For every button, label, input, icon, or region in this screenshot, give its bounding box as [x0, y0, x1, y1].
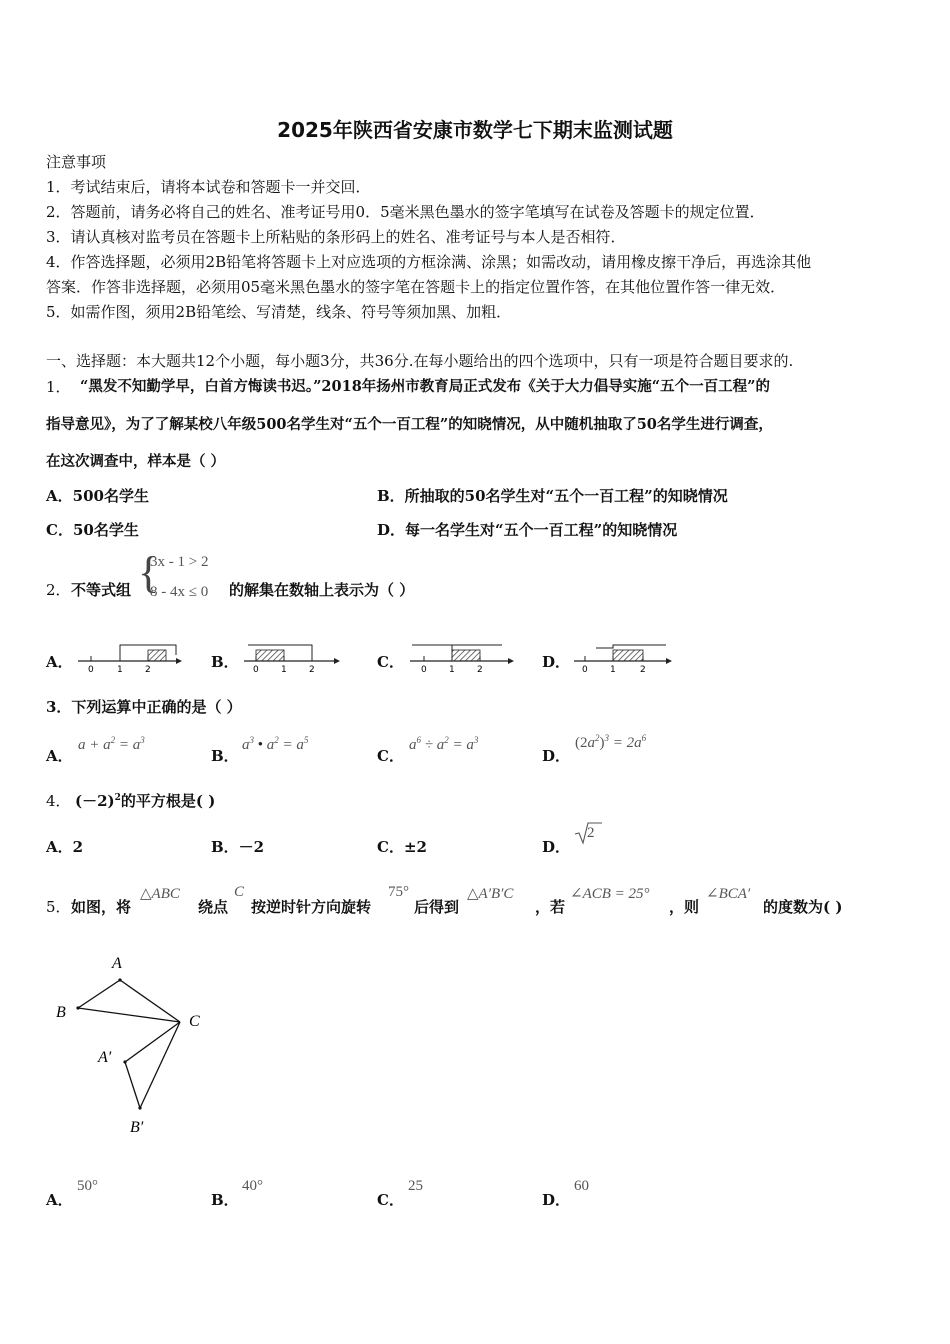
q1-number: 1． — [46, 378, 71, 396]
tick-label: 1 — [610, 665, 616, 675]
q2-option-c[interactable]: C． — [377, 653, 404, 671]
q1-option-b[interactable]: B．所抽取的50名学生对“五个一百工程”的知晓情况 — [377, 487, 728, 505]
tick-label: 0 — [582, 665, 588, 675]
tick-label: 2 — [477, 665, 483, 675]
rotation-figure — [40, 940, 240, 1140]
q4-number: 4． — [46, 792, 71, 810]
q2-prefix: 不等式组 — [71, 581, 132, 599]
number-line-c — [410, 645, 514, 675]
q5-text-2: 绕点 — [198, 898, 229, 916]
q3-option-d[interactable]: D． — [542, 747, 571, 765]
q5-math-angle-acb: ∠ACB = 25° — [570, 886, 650, 902]
q4-option-c[interactable]: C．±2 — [377, 838, 427, 856]
q5-text-7: 的度数为( ) — [763, 898, 843, 916]
notice-item-1: 1．考试结束后，请将本试卷和答题卡一并交回． — [46, 178, 371, 196]
q4-sqrt-radicand: 2 — [587, 825, 595, 841]
q5-math-triangle-abc: △ABC — [140, 886, 180, 902]
q2-suffix: 的解集在数轴上表示为（ ） — [229, 581, 415, 599]
tick-label: 1 — [281, 665, 287, 675]
number-line-d — [574, 645, 672, 675]
q5-option-c[interactable]: C． — [377, 1191, 404, 1209]
q5-text-5: ，若 — [535, 898, 566, 916]
tick-label: 2 — [309, 665, 315, 675]
label-b-prime: B′ — [130, 1119, 144, 1136]
q2-option-d[interactable]: D． — [542, 653, 571, 671]
q2-number: 2． — [46, 581, 71, 599]
notice-item-2: 2．答题前，请务必将自己的姓名、准考证号用0．5毫米黑色墨水的签字笔填写在试卷及答题卡的规定位置． — [46, 203, 765, 221]
q5-value-d: 60 — [574, 1178, 589, 1194]
q2-inequality-1: 3x - 1 > 2 — [150, 554, 209, 570]
label-a: A — [112, 955, 122, 972]
q5-text-1: 如图，将 — [71, 898, 132, 916]
q5-value-b: 40° — [242, 1178, 263, 1194]
q4-option-a[interactable]: A．2 — [46, 838, 84, 856]
q3-expr-b: $a^3$ • $a^2 = a^5$ — [242, 735, 309, 753]
number-line-a — [78, 645, 182, 675]
tick-label: 2 — [640, 665, 646, 675]
q3-option-a[interactable]: A． — [46, 747, 73, 765]
q1-line-3: 在这次调查中，样本是（ ） — [46, 453, 226, 470]
tick-label: 0 — [421, 665, 427, 675]
q3-option-b[interactable]: B． — [211, 747, 239, 765]
q5-math-triangle-abc-prime: △A′B′C — [467, 886, 514, 902]
notice-item-4-cont: 答案．作答非选择题，必须用05毫米黑色墨水的签字笔在答题卡上的指定位置作答，在其他位置作答一律无效． — [46, 278, 786, 296]
notice-item-3: 3．请认真核对监考员在答题卡上所粘贴的条形码上的姓名、准考证号与本人是否相符． — [46, 228, 626, 246]
q5-option-b[interactable]: B． — [211, 1191, 239, 1209]
label-a-prime: A′ — [98, 1049, 112, 1066]
tick-label: 1 — [117, 665, 123, 675]
q5-text-6: ，则 — [669, 898, 700, 916]
q3-stem: 3．下列运算中正确的是（ ） — [46, 698, 242, 716]
q5-text-3: 按逆时针方向旋转 — [251, 898, 372, 916]
notice-heading: 注意事项 — [46, 153, 107, 171]
q2-option-a[interactable]: A． — [46, 653, 73, 671]
q4-option-b[interactable]: B．－2 — [211, 838, 265, 856]
tick-label: 1 — [449, 665, 455, 675]
q2-inequality-2: 8 - 4x ≤ 0 — [150, 584, 209, 600]
q5-option-d[interactable]: D． — [542, 1191, 571, 1209]
q1-option-d[interactable]: D．每一名学生对“五个一百工程”的知晓情况 — [377, 521, 678, 539]
q3-expr-a: $a + a^2 = a^3$ — [78, 735, 145, 753]
section-heading: 一、选择题：本大题共12个小题，每小题3分，共36分.在每小题给出的四个选项中，只有一项是符合题目要求的. — [46, 352, 794, 370]
q3-option-c[interactable]: C． — [377, 747, 404, 765]
number-line-b — [244, 645, 340, 675]
q5-math-point-c: C — [234, 884, 245, 900]
q1-line-2: 指导意见》，为了了解某校八年级500名学生对“五个一百工程”的知晓情况，从中随机抽取了50名学生进行调查， — [46, 416, 773, 433]
q4-option-d[interactable]: D． — [542, 838, 571, 856]
q1-line-1: “黑发不知勤学早，白首方悔读书迟。”2018年扬州市教育局正式发布《关于大力倡导实施“五个一百工程”的 — [80, 378, 770, 395]
q5-value-c: 25 — [408, 1178, 423, 1194]
label-b: B — [56, 1004, 66, 1021]
q2-option-b[interactable]: B． — [211, 653, 239, 671]
system-brace: { — [138, 548, 160, 597]
q5-math-angle-75: 75° — [388, 884, 409, 900]
q5-text-4: 后得到 — [414, 898, 460, 916]
q5-value-a: 50° — [77, 1178, 98, 1194]
q3-expr-d: $(2a^2)^3 = 2a^6$ — [575, 733, 647, 751]
label-c: C — [189, 1013, 200, 1030]
q5-math-angle-bca-prime: ∠BCA′ — [706, 886, 751, 902]
q4-stem: $(-2)^2$的平方根是( ) — [75, 792, 216, 810]
q5-number: 5． — [46, 898, 71, 916]
tick-label: 0 — [88, 665, 94, 675]
notice-item-5: 5．如需作图，须用2B铅笔绘、写清楚，线条、符号等须加黑、加粗． — [46, 303, 512, 321]
page-title: 2025年陕西省安康市数学七下期末监测试题 — [277, 118, 673, 142]
q3-expr-c: $a^6 \div a^2 = a^3$ — [409, 735, 479, 753]
q5-option-a[interactable]: A． — [46, 1191, 73, 1209]
notice-item-4: 4．作答选择题，必须用2B铅笔将答题卡上对应选项的方框涂满、涂黑；如需改动，请用橡皮擦干净后，再选涂其他 — [46, 253, 812, 271]
q1-option-c[interactable]: C．50名学生 — [46, 521, 139, 539]
q1-option-a[interactable]: A．500名学生 — [46, 487, 149, 505]
tick-label: 0 — [253, 665, 259, 675]
tick-label: 2 — [145, 665, 151, 675]
